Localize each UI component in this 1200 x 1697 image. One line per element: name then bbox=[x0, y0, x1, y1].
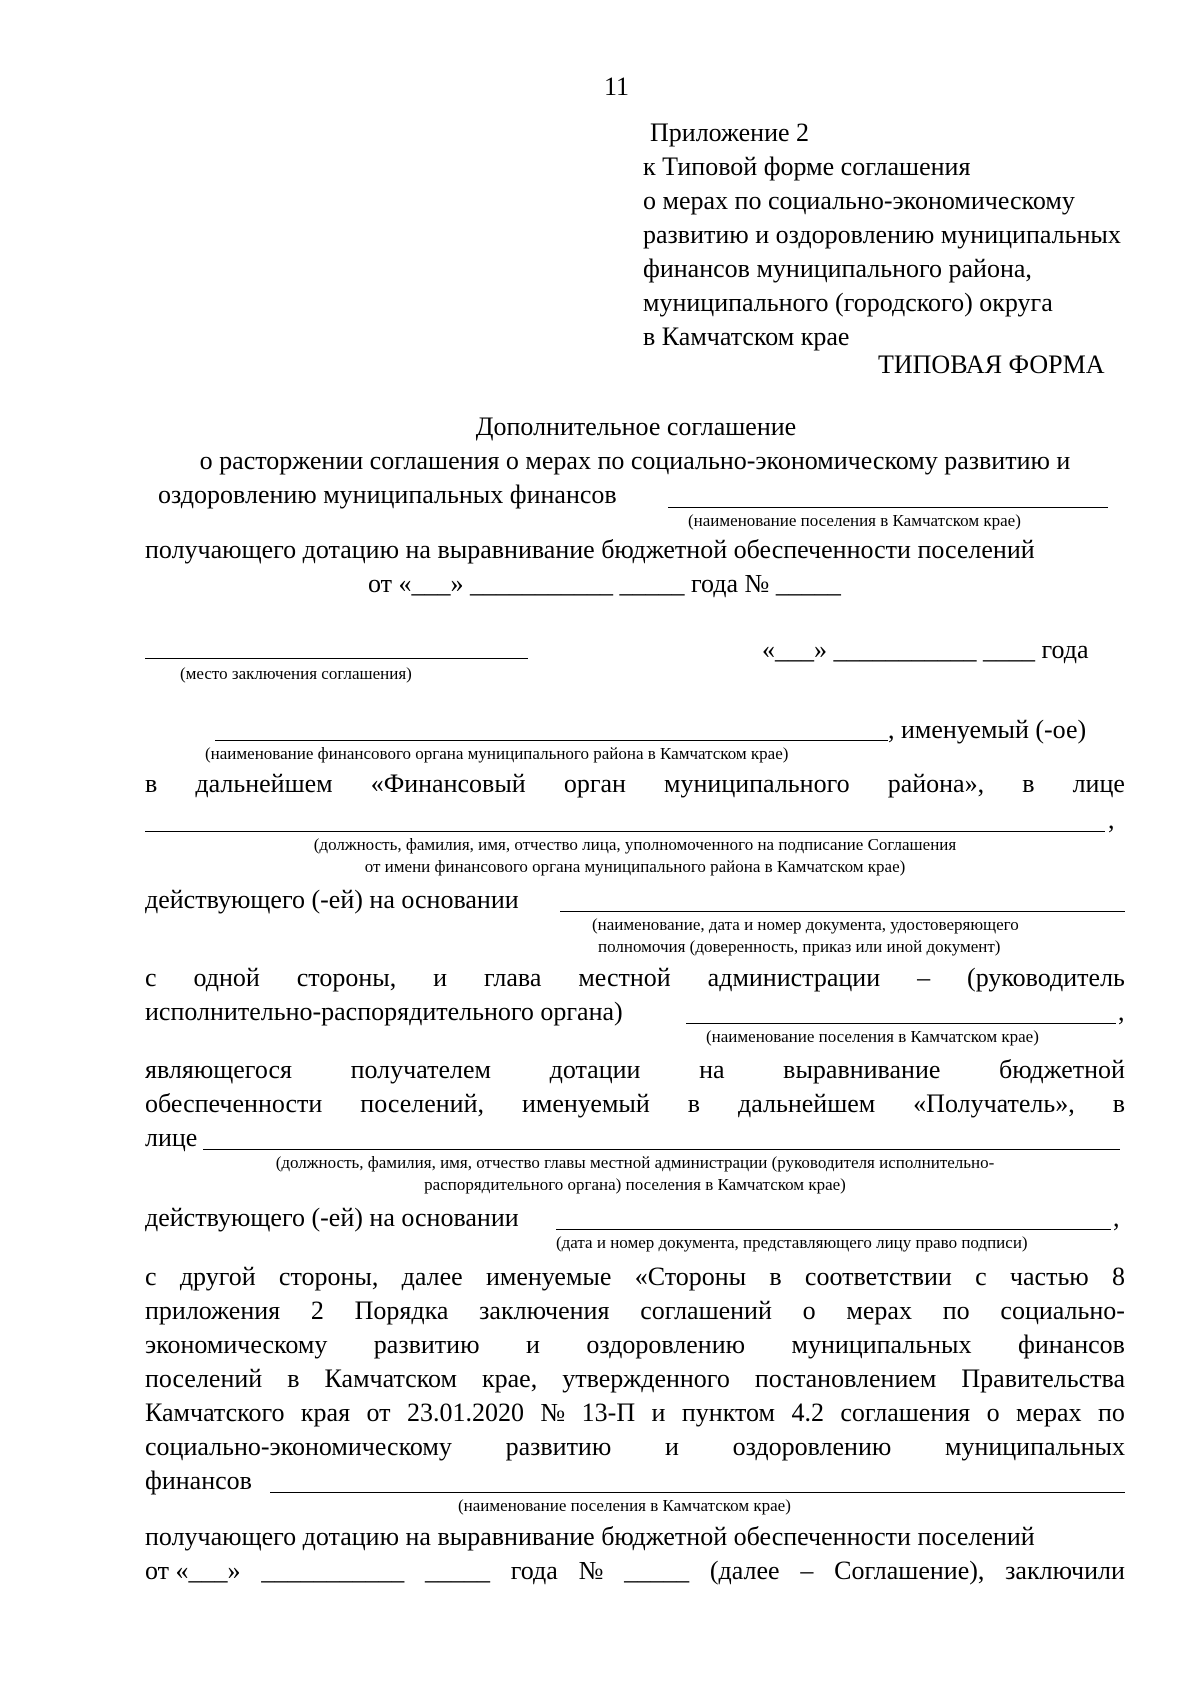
field-hint: от имени финансового органа муниципального района в Камчатском крае) bbox=[364, 857, 906, 876]
word: оздоровлению bbox=[586, 1330, 746, 1359]
comma: , bbox=[1108, 805, 1115, 834]
word: «Стороны bbox=[634, 1262, 747, 1291]
word: дальнейшем bbox=[738, 1089, 876, 1118]
word: мерах bbox=[1016, 1398, 1082, 1427]
justified-row bbox=[145, 769, 1125, 799]
word: экономическому bbox=[145, 1330, 328, 1359]
word: ___________ bbox=[261, 1556, 405, 1585]
face-label: лице bbox=[145, 1123, 198, 1152]
word: в bbox=[287, 1364, 300, 1393]
word: в bbox=[769, 1262, 782, 1291]
word: района», bbox=[887, 769, 985, 798]
word: далее bbox=[401, 1262, 463, 1291]
doc-subtitle: получающего дотацию на выравнивание бюджетной обеспеченности поселений bbox=[145, 535, 1035, 564]
field-hint: распорядительного органа) поселения в Камчатском крае) bbox=[424, 1175, 846, 1194]
word: муниципальных bbox=[791, 1330, 972, 1359]
acting-label: действующего (-ей) на основании bbox=[145, 1203, 519, 1232]
justified-row bbox=[145, 1262, 1125, 1292]
word: социально-экономическому bbox=[145, 1432, 452, 1461]
acting-label: действующего (-ей) на основании bbox=[145, 885, 519, 914]
word: о bbox=[986, 1398, 1000, 1427]
word: Правительства bbox=[961, 1364, 1125, 1393]
word: крае, bbox=[481, 1364, 538, 1393]
word: пунктом bbox=[681, 1398, 775, 1427]
doc-subtitle: о расторжении соглашения о мерах по социально-экономическому развитию и bbox=[199, 446, 1071, 475]
word: получателем bbox=[350, 1055, 491, 1084]
named-label: , именуемый (-ое) bbox=[888, 715, 1087, 744]
appendix-line: к Типовой форме соглашения bbox=[643, 152, 971, 181]
word: дотации bbox=[549, 1055, 641, 1084]
word: № bbox=[578, 1556, 604, 1585]
word: соглашений bbox=[640, 1296, 772, 1325]
field-hint: (наименование поселения в Камчатском крае) bbox=[706, 1027, 1039, 1046]
field-hint: (дата и номер документа, представляющего лицу право подписи) bbox=[556, 1233, 1028, 1252]
word: с bbox=[145, 963, 157, 992]
appendix-line: Приложение 2 bbox=[650, 118, 810, 147]
word: бюджетной bbox=[999, 1055, 1125, 1084]
word: и bbox=[525, 1330, 540, 1359]
word: о bbox=[802, 1296, 816, 1325]
word: развитию bbox=[373, 1330, 480, 1359]
word: 2 bbox=[310, 1296, 324, 1325]
field-hint: (наименование, дата и номер документа, удостоверяющего bbox=[592, 915, 1019, 934]
comma: , bbox=[1118, 997, 1125, 1026]
word: обеспеченности bbox=[145, 1089, 323, 1118]
word: лице bbox=[1072, 769, 1125, 798]
signing-date: «___» ___________ ____ года bbox=[762, 635, 1089, 664]
fin-organ-name-field[interactable] bbox=[215, 740, 888, 741]
word: года bbox=[510, 1556, 558, 1585]
settlement-name-field[interactable] bbox=[686, 1023, 1116, 1024]
justified-row bbox=[145, 1296, 1125, 1326]
word: в bbox=[145, 769, 158, 798]
doc-title: Дополнительное соглашение bbox=[475, 412, 797, 441]
settlement-name-field[interactable] bbox=[668, 507, 1108, 508]
word: (руководитель bbox=[967, 963, 1125, 992]
authorized-person-field[interactable] bbox=[145, 831, 1105, 832]
basis-document-field[interactable] bbox=[560, 911, 1125, 912]
word: и bbox=[433, 963, 448, 992]
justified-row bbox=[145, 963, 1125, 993]
word: _____ bbox=[624, 1556, 690, 1585]
field-hint: (наименование финансового органа муниципального района в Камчатском крае) bbox=[205, 744, 789, 763]
word: от «___» bbox=[145, 1556, 241, 1585]
field-hint: (должность, фамилия, имя, отчество главы местной администрации (руководителя исполнительно- bbox=[275, 1153, 995, 1172]
word: являющегося bbox=[145, 1055, 292, 1084]
word: стороны, bbox=[296, 963, 397, 992]
word: 4.2 bbox=[791, 1398, 824, 1427]
word: оздоровлению bbox=[732, 1432, 892, 1461]
word: частью bbox=[1009, 1262, 1089, 1291]
signing-right-field[interactable] bbox=[556, 1229, 1111, 1230]
word: администрации bbox=[707, 963, 881, 992]
word: «Финансовый bbox=[370, 769, 526, 798]
word: и bbox=[664, 1432, 679, 1461]
word: соответствии bbox=[804, 1262, 952, 1291]
word: заключили bbox=[1005, 1556, 1125, 1585]
form-label: ТИПОВАЯ ФОРМА bbox=[878, 350, 1105, 379]
word: – bbox=[800, 1556, 814, 1585]
word: по bbox=[942, 1296, 970, 1325]
comma: , bbox=[1113, 1203, 1120, 1232]
field-hint: (наименование поселения в Камчатском крае) bbox=[688, 511, 1021, 530]
justified-row bbox=[145, 1364, 1125, 1394]
word: поселений bbox=[145, 1364, 263, 1393]
word: на bbox=[699, 1055, 725, 1084]
word: местной bbox=[578, 963, 671, 992]
word: _____ bbox=[425, 1556, 491, 1585]
word: поселений, bbox=[360, 1089, 484, 1118]
word: Камчатского bbox=[145, 1398, 285, 1427]
appendix-line: финансов муниципального района, bbox=[643, 254, 1032, 283]
word: муниципального bbox=[664, 769, 850, 798]
field-hint: (место заключения соглашения) bbox=[180, 664, 412, 683]
justified-row bbox=[145, 1330, 1125, 1360]
word: именуемые bbox=[485, 1262, 612, 1291]
field-hint: полномочия (доверенность, приказ или иной документ) bbox=[598, 937, 1001, 956]
appendix-line: о мерах по социально-экономическому bbox=[643, 186, 1075, 215]
word: края bbox=[300, 1398, 351, 1427]
word: дальнейшем bbox=[195, 769, 333, 798]
word: другой bbox=[179, 1262, 256, 1291]
word: орган bbox=[563, 769, 626, 798]
word: по bbox=[1097, 1398, 1125, 1427]
appendix-line: в Камчатском крае bbox=[643, 322, 850, 351]
word: от bbox=[366, 1398, 391, 1427]
word: именуемый bbox=[521, 1089, 650, 1118]
word: заключения bbox=[479, 1296, 610, 1325]
word: развитию bbox=[505, 1432, 612, 1461]
word: глава bbox=[484, 963, 542, 992]
word: Камчатском bbox=[324, 1364, 457, 1393]
finance-label: финансов bbox=[145, 1466, 252, 1495]
doc-subtitle: оздоровлению муниципальных финансов bbox=[158, 480, 617, 509]
word: муниципальных bbox=[944, 1432, 1125, 1461]
agreement-date-number: от «___» ___________ _____ года № _____ bbox=[368, 569, 841, 598]
word: Порядка bbox=[354, 1296, 449, 1325]
word: социально- bbox=[1000, 1296, 1125, 1325]
appendix-line: муниципального (городского) округа bbox=[643, 288, 1053, 317]
word: финансов bbox=[1017, 1330, 1125, 1359]
word: одной bbox=[193, 963, 260, 992]
word: выравнивание bbox=[783, 1055, 941, 1084]
word: с bbox=[145, 1262, 157, 1291]
word: стороны, bbox=[278, 1262, 379, 1291]
word: в bbox=[1022, 769, 1035, 798]
justified-row bbox=[145, 1432, 1125, 1462]
word: соглашения bbox=[840, 1398, 971, 1427]
word: Соглашение), bbox=[834, 1556, 985, 1585]
word: в bbox=[1112, 1089, 1125, 1118]
word: «Получатель», bbox=[913, 1089, 1075, 1118]
word: в bbox=[687, 1089, 701, 1118]
word: № bbox=[540, 1398, 566, 1427]
word: приложения bbox=[145, 1296, 281, 1325]
word: и bbox=[651, 1398, 666, 1427]
settlement-name-field[interactable] bbox=[270, 1492, 1125, 1493]
word: – bbox=[917, 963, 931, 992]
word: мерах bbox=[846, 1296, 912, 1325]
word: с bbox=[975, 1262, 987, 1291]
word: 13-П bbox=[581, 1398, 636, 1427]
justified-row bbox=[145, 1055, 1125, 1085]
word: утвержденного bbox=[562, 1364, 730, 1393]
justified-row bbox=[145, 1398, 1125, 1428]
receiving-line: получающего дотацию на выравнивание бюджетной обеспеченности поселений bbox=[145, 1522, 1035, 1551]
page-number: 11 bbox=[604, 72, 630, 101]
head-person-field[interactable] bbox=[203, 1149, 1120, 1150]
justified-row bbox=[145, 1556, 1125, 1586]
word: (далее bbox=[709, 1556, 780, 1585]
word: 8 bbox=[1112, 1262, 1125, 1291]
place-field[interactable] bbox=[145, 658, 528, 659]
justified-row bbox=[145, 1089, 1125, 1119]
word: 23.01.2020 bbox=[406, 1398, 524, 1427]
field-hint: (должность, фамилия, имя, отчество лица, уполномоченного на подписание Соглашения bbox=[313, 835, 957, 854]
word: постановлением bbox=[754, 1364, 937, 1393]
exec-organ-label: исполнительно-распорядительного органа) bbox=[145, 997, 623, 1026]
appendix-line: развитию и оздоровлению муниципальных bbox=[643, 220, 1121, 249]
field-hint: (наименование поселения в Камчатском крае) bbox=[458, 1496, 791, 1515]
